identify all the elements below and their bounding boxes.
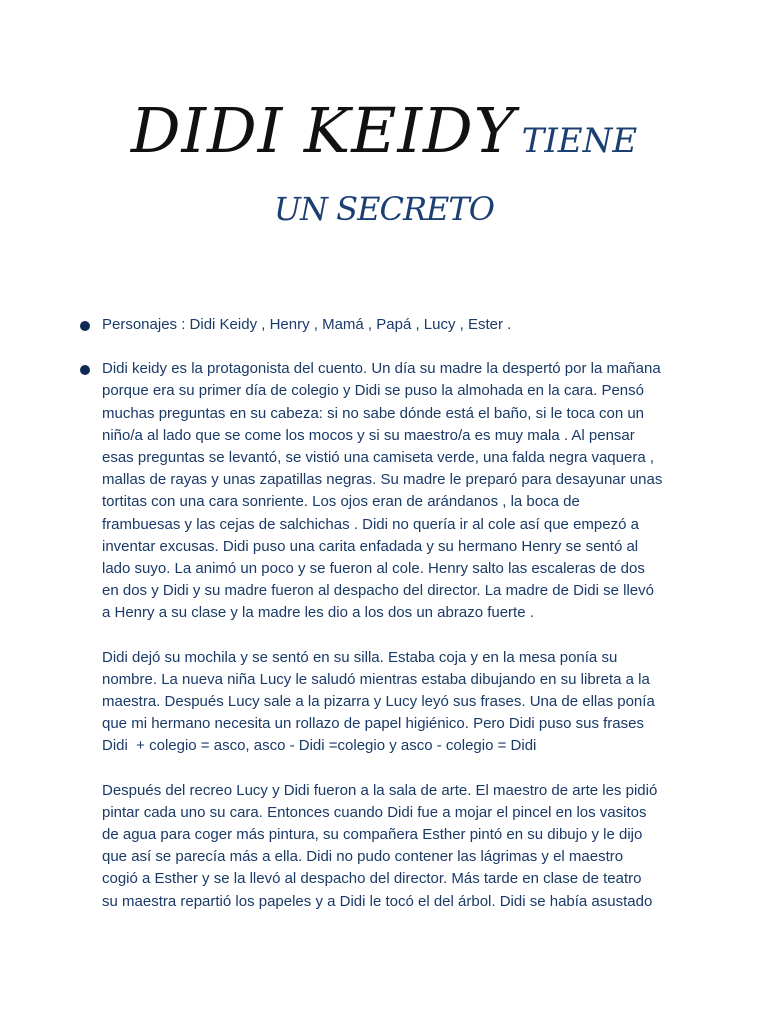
paragraph3-line: cogió a Esther y se la llevó al despacho del director. Más tarde en clase de teatro xyxy=(102,870,642,888)
bullet-paragraph-1 xyxy=(80,358,680,624)
paragraph3-line: de agua para coger más pintura, su compañera Esther pintó en su dibujo y le dijo xyxy=(102,826,643,844)
title-block xyxy=(0,94,768,228)
paragraph1-line: esas preguntas se levantó, se vistió una camiseta verde, una falda negra vaquera , xyxy=(102,449,655,467)
title-main: DIDI KEIDY xyxy=(130,94,516,167)
paragraph3-line: Después del recreo Lucy y Didi fueron a la sala de arte. El maestro de arte les pidió xyxy=(102,781,658,799)
paragraph3-line: que así se parecía más a ella. Didi no pudo contener las lágrimas y el maestro xyxy=(102,848,624,866)
paragraph1-line: frambuesas y las cejas de salchichas . Didi no quería ir al cole así que empezó a xyxy=(102,515,639,533)
paragraph1-line: niño/a al lado que se come los mocos y si su maestro/a es muy mala . Al pensar xyxy=(102,426,635,444)
paragraph2-equation-line: Didi + colegio = asco, asco - Didi =colegio y asco - colegio = Didi xyxy=(102,737,537,755)
paragraph1-line: porque era su primer día de colegio y Didi se puso la almohada en la cara. Pensó xyxy=(102,382,644,400)
paragraph1-line: a Henry a su clase y la madre les dio a los dos un abrazo fuerte . xyxy=(102,604,534,622)
title-tiene: TIENE xyxy=(521,121,638,161)
paragraph2-line: nombre. La nueva niña Lucy le saludó mientras estaba dibujando en su libreta a la xyxy=(102,670,650,688)
paragraph3-line: su maestra repartió los papeles y a Didi le tocó el del árbol. Didi se había asustado xyxy=(102,892,653,910)
paragraph1-line: mallas de rayas y unas zapatillas negras. Su madre le preparó para desayunar unas xyxy=(102,471,663,489)
subtitle: UN SECRETO xyxy=(274,190,494,228)
paragraph3-line: pintar cada uno su cara. Entonces cuando Didi fue a mojar el pincel en los vasitos xyxy=(102,803,647,821)
bullet-characters xyxy=(80,314,680,336)
paragraph1-first-line: Didi keidy es la protagonista del cuento. Un día su madre la despertó por la mañana xyxy=(102,360,661,378)
characters-text: Personajes : Didi Keidy , Henry , Mamá , Papá , Lucy , Ester . xyxy=(102,316,512,333)
paragraph1-line: en dos y Didi y su madre fueron al despacho del director. La madre de Didi se llevó xyxy=(102,582,654,600)
paragraph-3 xyxy=(80,780,680,913)
paragraph1-line: lado suyo. La animó un poco y se fueron al cole. Henry salto las escaleras de dos xyxy=(102,560,645,578)
paragraph-2 xyxy=(80,647,680,758)
paragraph1-line: inventar excusas. Didi puso una carita enfadada y su hermano Henry se sentó al xyxy=(102,537,639,555)
paragraph1-line: tortitas con una cara sonriente. Los ojos eran de arándanos , la boca de xyxy=(102,493,580,511)
paragraph2-line: Didi dejó su mochila y se sentó en su silla. Estaba coja y en la mesa ponía su xyxy=(102,648,618,666)
title-line xyxy=(0,94,768,167)
paragraph2-line: maestra. Después Lucy sale a la pizarra y Lucy leyó sus frases. Una de ellas ponía xyxy=(102,693,655,711)
bullet-dot-icon xyxy=(80,321,90,331)
bullet-dot-icon xyxy=(80,365,90,375)
body-text xyxy=(80,314,680,913)
paragraph1-line: muchas preguntas en su cabeza: si no sabe dónde está el baño, si le toca con un xyxy=(102,404,645,422)
paragraph2-line: que mi hermano necesita un rollazo de papel higiénico. Pero Didi puso sus frases xyxy=(102,715,644,733)
